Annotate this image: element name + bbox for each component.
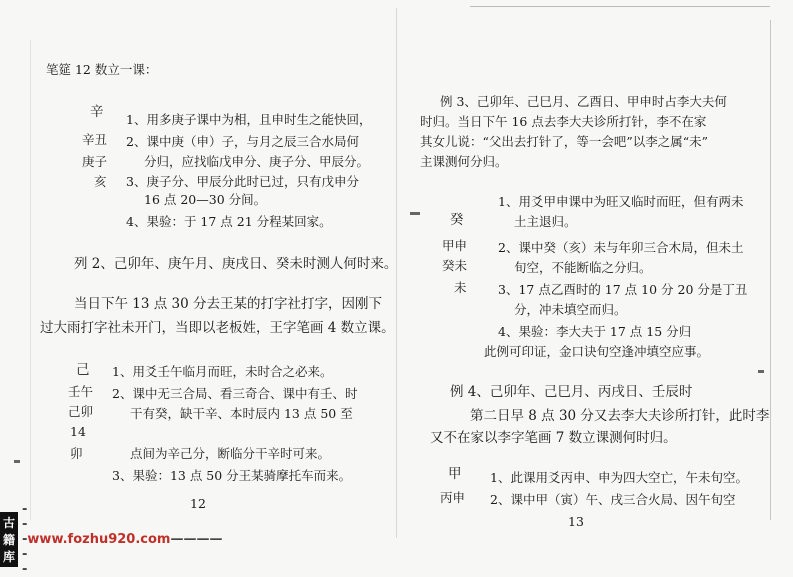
scan-speck [14, 460, 20, 463]
item-line: 1、用爻壬午临月而旺，未时合之必来。 [112, 364, 333, 379]
paragraph-line: 时归。当日下午 16 点去李大夫诊所打针，李不在家 [420, 114, 707, 129]
item-line: 4、果验：于 17 点 21 分程某回家。 [126, 214, 332, 229]
paragraph-line: 主课测何分归。 [420, 154, 508, 169]
sidebar-line: 癸未 [442, 258, 468, 273]
paragraph-line: 当日下午 13 点 30 分去王某的打字社打字，因刚下 [74, 296, 383, 312]
sidebar-line: 辛丑 [82, 132, 108, 147]
sidebar-line: 辛 [90, 104, 104, 120]
item-line: 1、用爻甲申课中为旺又临时而旺，但有两未 [498, 194, 744, 209]
item-line: 16 点 20—30 分间。 [144, 192, 267, 207]
sidebar-line: 甲 [448, 466, 462, 482]
item-line: 4、果验：李大夫于 17 点 15 分归 [498, 324, 692, 339]
item-line: 2、课中甲（寅）午、戌三合火局、因午旬空 [490, 492, 736, 507]
sidebar-line: 甲申 [442, 238, 468, 253]
item-line: 3、果验：13 点 50 分王某骑摩托车而来。 [112, 468, 352, 483]
item-line: 1、此课用爻丙申、申为四大空亡，午未旬空。 [490, 470, 748, 485]
sidebar-line: 亥 [94, 174, 107, 189]
item-line: 干有癸，缺干辛、本时辰内 13 点 50 至 [130, 406, 353, 421]
scan-edge-right [770, 20, 771, 520]
sidebar-line: 丙申 [440, 490, 466, 505]
example-title: 例 4、己卯年、己巳月、丙戌日、壬辰时 [450, 384, 693, 400]
watermark-url: www.fozhu920.com [27, 531, 171, 547]
item-line: 分，冲未填空而归。 [514, 302, 627, 317]
paragraph-line: 第二日早 8 点 30 分又去李大夫诊所打针，此时李 [470, 408, 770, 424]
item-line: 1、用多庚子课中为相，且申时生之能快回， [126, 112, 372, 127]
sidebar-line: 癸 [450, 212, 464, 228]
scan-speck [410, 212, 420, 215]
scan-edge-left [30, 40, 31, 520]
item-line: 2、课中癸（亥）未与年卯三合木局，但未土 [498, 240, 744, 255]
scan-speck [758, 370, 764, 373]
item-line: 3、17 点乙酉时的 17 点 10 分 20 分是丁丑 [498, 282, 748, 297]
paragraph-line: 其女儿说：“父出去打针了，等一会吧”以李之属“未” [420, 134, 709, 149]
sidebar-line: 壬午 [68, 384, 94, 399]
item-line: 分归，应找临戊申分、庚子分、甲辰分。 [144, 154, 370, 169]
item-line: 3、庚子分、甲辰分此时已过，只有戊申分 [126, 174, 359, 189]
paragraph-line: 过大雨打字社未开门，当即以老板姓，王字笔画 4 数立课。 [40, 320, 395, 336]
paragraph-line: 又不在家以李字笔画 7 数立课测何时归。 [430, 430, 677, 446]
page-gutter [396, 8, 397, 538]
example-title: 列 2、己卯年、庚午月、庚戌日、癸未时测人何时来。 [74, 256, 398, 272]
page-number-left: 12 [190, 496, 206, 511]
watermark-logo: 古籍库 [0, 512, 18, 567]
scan-edge-top [470, 6, 770, 7]
watermark-dash: ----- [22, 501, 28, 577]
item-line: 2、课中无三合局、看三奇合、课中有壬、时 [112, 386, 358, 401]
page-number-right: 13 [568, 514, 584, 529]
watermark-tail: ———— [170, 531, 223, 547]
sidebar-line: 未 [454, 280, 467, 295]
item-line: 2、课中庚（申）子，与月之辰三合水局何 [126, 134, 359, 149]
item-line: 旬空，不能断临之分归。 [514, 260, 652, 275]
sidebar-line: 己卯 [68, 404, 94, 419]
item-line: 此例可印证，金口诀旬空逢冲填空应事。 [484, 344, 710, 359]
sidebar-line: 庚子 [82, 154, 108, 169]
sidebar-line: 14 [70, 424, 86, 439]
example-title: 例 3、己卯年、己巳月、乙酉日、甲申时占李大夫何 [440, 94, 727, 109]
item-line: 土主退归。 [514, 214, 577, 229]
sidebar-line: 己 [76, 362, 90, 378]
left-heading: 笔筵 12 数立一课： [46, 62, 158, 77]
sidebar-line: 卯 [70, 446, 83, 461]
item-line: 点间为辛己分，断临分干辛时可来。 [130, 446, 331, 461]
